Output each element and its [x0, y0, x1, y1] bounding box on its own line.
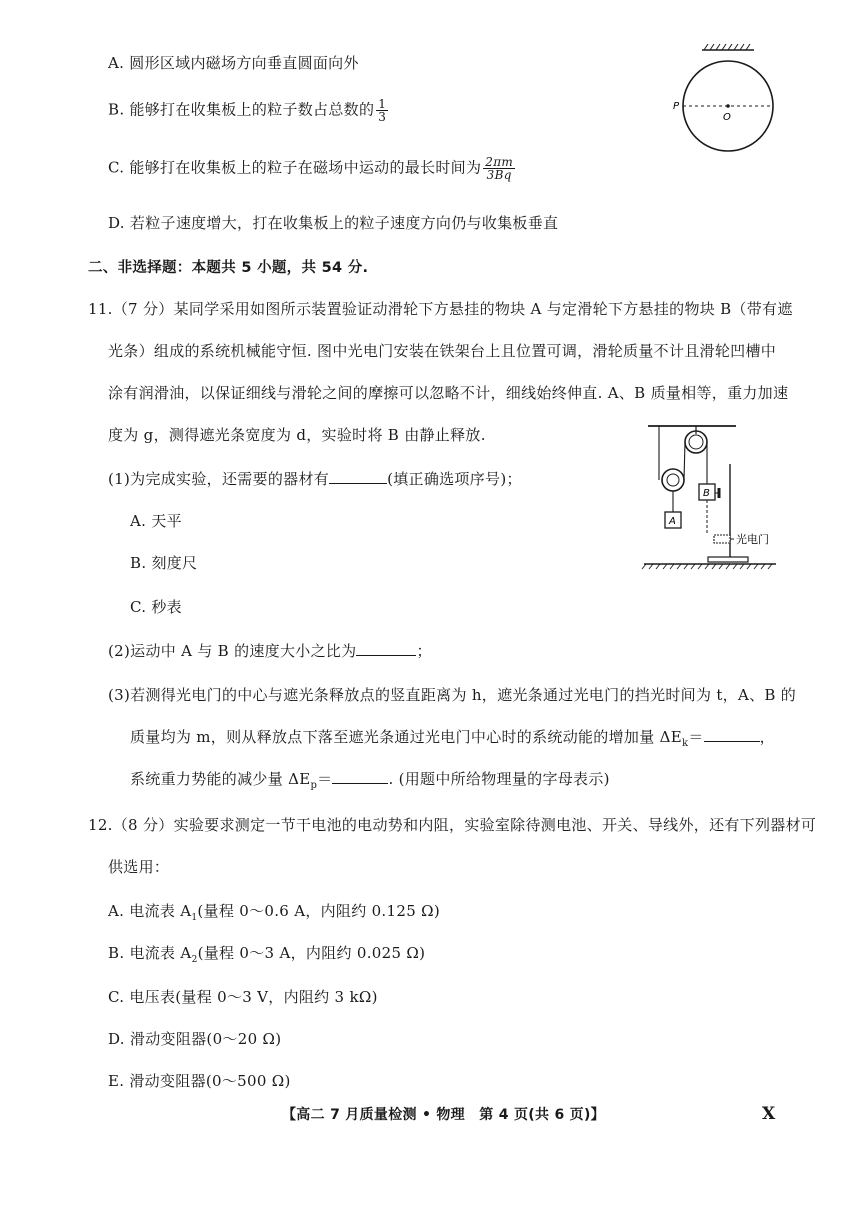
- q11-part2: [108, 640, 432, 661]
- answer-blank[interactable]: [356, 641, 416, 656]
- q10-option-d: D. 若粒子速度增大，打在收集板上的粒子速度方向仍与收集板垂直: [108, 214, 559, 232]
- q11-part1-suffix: (填正确选项序号)；: [387, 470, 522, 488]
- block-a-label: A: [669, 516, 676, 527]
- point-p-label: P: [673, 101, 680, 112]
- q11-part1: [108, 468, 522, 489]
- subscript: 2: [191, 955, 198, 965]
- fraction-numerator: 1: [378, 97, 387, 111]
- q11-stem-line2: 光条）组成的系统机械能守恒. 图中光电门安装在铁架台上且位置可调，滑轮质量不计且滑轮凹槽中: [108, 342, 777, 360]
- q10-option-c: [108, 156, 517, 181]
- q11-part3-line2: [130, 726, 775, 749]
- q11-option-c: C. 秒表: [130, 598, 182, 616]
- q11-part3-line3: [130, 768, 610, 791]
- corner-mark: X: [762, 1104, 776, 1124]
- q12-option-d: D. 滑动变阻器(0～20 Ω): [108, 1030, 282, 1048]
- fraction: [483, 156, 515, 181]
- block-b-label: B: [703, 488, 710, 499]
- fraction-numerator: 2πm: [485, 155, 514, 169]
- q10-option-a: A. 圆形区域内磁场方向垂直圆面向外: [108, 54, 359, 72]
- q11-part1-text: (1)为完成实验，还需要的器材有: [108, 470, 330, 488]
- q12-option-e: E. 滑动变阻器(0～500 Ω): [108, 1072, 291, 1090]
- q11-part3-line1: (3)若测得光电门的中心与遮光条释放点的竖直距离为 h，遮光条通过光电门的挡光时间为 t，A、B 的: [108, 686, 797, 704]
- q11-option-b: B. 刻度尺: [130, 554, 198, 572]
- q12-stem-line2: 供选用：: [108, 858, 170, 876]
- subscript: k: [681, 738, 689, 749]
- pulley-apparatus-figure: [640, 418, 790, 578]
- q12-stem-line1: 12.（8 分）实验要求测定一节干电池的电动势和内阻，实验室除待测电池、开关、导线外，还有下列器材可: [88, 816, 817, 834]
- point-o-label: O: [723, 112, 731, 123]
- q11-stem-line3: 涂有润滑油，以保证细线与滑轮之间的摩擦可以忽略不计，细线始终伸直. A、B 质量相等，重力加速: [108, 384, 789, 402]
- equals-sign: ＝: [317, 770, 333, 788]
- q11-stem-line1: 11.（7 分）某同学采用如图所示装置验证动滑轮下方悬挂的物块 A 与定滑轮下方悬挂的物块 B（带有遮: [88, 300, 793, 318]
- q12-option-a: [108, 900, 440, 923]
- comma: ，: [759, 728, 775, 746]
- subscript: p: [310, 780, 318, 791]
- q11-stem-line4: 度为 g，测得遮光条宽度为 d，实验时将 B 由静止释放.: [108, 426, 486, 444]
- fraction: [376, 98, 388, 123]
- q12-option-b-text: B. 电流表 A: [108, 944, 192, 962]
- q11-option-a: A. 天平: [130, 512, 182, 530]
- q12-option-b: [108, 942, 425, 965]
- q10-option-b: [108, 98, 390, 123]
- q11-part2-suffix: ；: [416, 642, 432, 660]
- q12-option-c: C. 电压表(量程 0～3 V，内阻约 3 kΩ): [108, 988, 378, 1006]
- q11-part3-line3-text: 系统重力势能的减少量 ΔE: [130, 770, 311, 788]
- equals-sign: ＝: [688, 728, 704, 746]
- fraction-denominator: 3Bq: [486, 168, 512, 182]
- answer-blank[interactable]: [704, 727, 760, 742]
- answer-blank[interactable]: [332, 769, 388, 784]
- q11-part3-line2-text: 质量均为 m，则从释放点下落至遮光条通过光电门中心时的系统动能的增加量 ΔE: [130, 728, 682, 746]
- magnetic-field-figure: [668, 40, 788, 165]
- answer-blank[interactable]: [329, 469, 387, 484]
- q10-option-b-text: B. 能够打在收集板上的粒子数占总数的: [108, 100, 375, 119]
- q12-option-a-text: A. 电流表 A: [108, 902, 192, 920]
- q10-option-c-text: C. 能够打在收集板上的粒子在磁场中运动的最长时间为: [108, 158, 482, 177]
- subscript: 1: [191, 913, 198, 923]
- q11-part2-text: (2)运动中 A 与 B 的速度大小之比为: [108, 642, 357, 660]
- page-footer: 【高二 7 月质量检测 • 物理 第 4 页(共 6 页)】: [282, 1107, 605, 1123]
- section-heading: 二、非选择题：本题共 5 小题，共 54 分.: [88, 260, 369, 276]
- q12-option-b-detail: (量程 0～3 A，内阻约 0.025 Ω): [197, 944, 426, 962]
- fraction-denominator: 3: [378, 110, 387, 124]
- q12-option-a-detail: (量程 0～0.6 A，内阻约 0.125 Ω): [197, 902, 440, 920]
- q11-part3-line3-suffix: . (用题中所给物理量的字母表示): [388, 770, 610, 788]
- photogate-label: 光电门: [736, 533, 769, 546]
